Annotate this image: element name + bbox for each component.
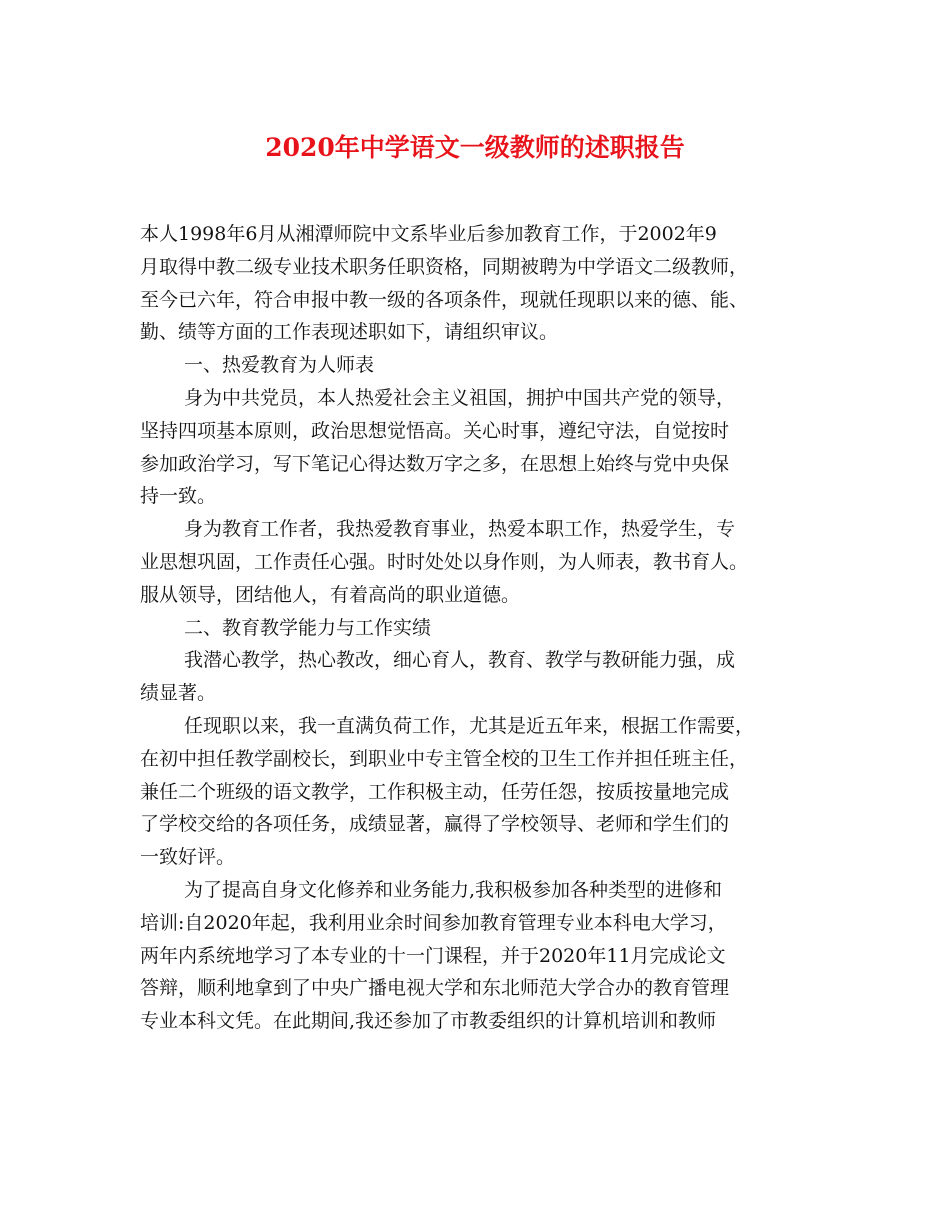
- body-line: 二、教育教学能力与工作实绩: [184, 616, 432, 639]
- body-line: 我潜心教学，热心教改，细心育人，教育、教学与教研能力强，成: [184, 649, 736, 672]
- document-title: 2020年中学语文一级教师的述职报告: [265, 133, 685, 162]
- body-line: 在初中担任教学副校长，到职业中专主管全校的卫生工作并担任班主任，: [140, 747, 749, 770]
- body-line: 业思想巩固，工作责任心强。时时处处以身作则，为人师表，教书育人。: [140, 550, 749, 573]
- body-line: 培训:自2020年起，我利用业余时间参加教育管理专业本科电大学习，: [140, 911, 727, 934]
- body-line: 服从领导，团结他人，有着高尚的职业道德。: [140, 583, 521, 606]
- body-line: 一致好评。: [140, 846, 236, 869]
- body-line: 身为教育工作者，我热爱教育事业，热爱本职工作，热爱学生，专: [184, 518, 736, 541]
- body-line: 参加政治学习，写下笔记心得达数万字之多，在思想上始终与党中央保: [140, 452, 730, 475]
- body-line: 兼任二个班级的语文教学，工作积极主动，任劳任怨，按质按量地完成: [140, 780, 730, 803]
- body-line: 答辩，顺利地拿到了中央广播电视大学和东北师范大学合办的教育管理: [140, 977, 730, 1000]
- body-line: 本人1998年6月从湘潭师院中文系毕业后参加教育工作，于2002年9: [140, 223, 717, 245]
- document-body: [140, 218, 830, 1038]
- body-line: 了学校交给的各项任务，成绩显著，赢得了学校领导、老师和学生们的: [140, 813, 730, 836]
- body-line: 身为中共党员，本人热爱社会主义祖国，拥护中国共产党的领导，: [184, 386, 736, 409]
- body-line: 坚持四项基本原则，政治思想觉悟高。关心时事，遵纪守法，自觉按时: [140, 419, 730, 442]
- body-line: 月取得中教二级专业技术职务任职资格，同期被聘为中学语文二级教师，: [140, 255, 749, 278]
- body-line: 两年内系统地学习了本专业的十一门课程，并于2020年11月完成论文: [140, 944, 726, 967]
- body-line: 专业本科文凭。在此期间,我还参加了市教委组织的计算机培训和教师: [140, 1010, 717, 1033]
- body-line: 绩显著。: [140, 682, 217, 705]
- body-line: 勤、绩等方面的工作表现述职如下，请组织审议。: [140, 321, 559, 344]
- body-line: 一、热爱教育为人师表: [184, 354, 375, 377]
- body-line: 任现职以来，我一直满负荷工作，尤其是近五年来，根据工作需要，: [184, 714, 755, 737]
- body-line: 持一致。: [140, 485, 217, 508]
- body-line: 至今已六年，符合申报中教一级的各项条件，现就任现职以来的德、能、: [140, 288, 749, 311]
- body-line: 为了提高自身文化修养和业务能力,我积极参加各种类型的进修和: [184, 878, 723, 901]
